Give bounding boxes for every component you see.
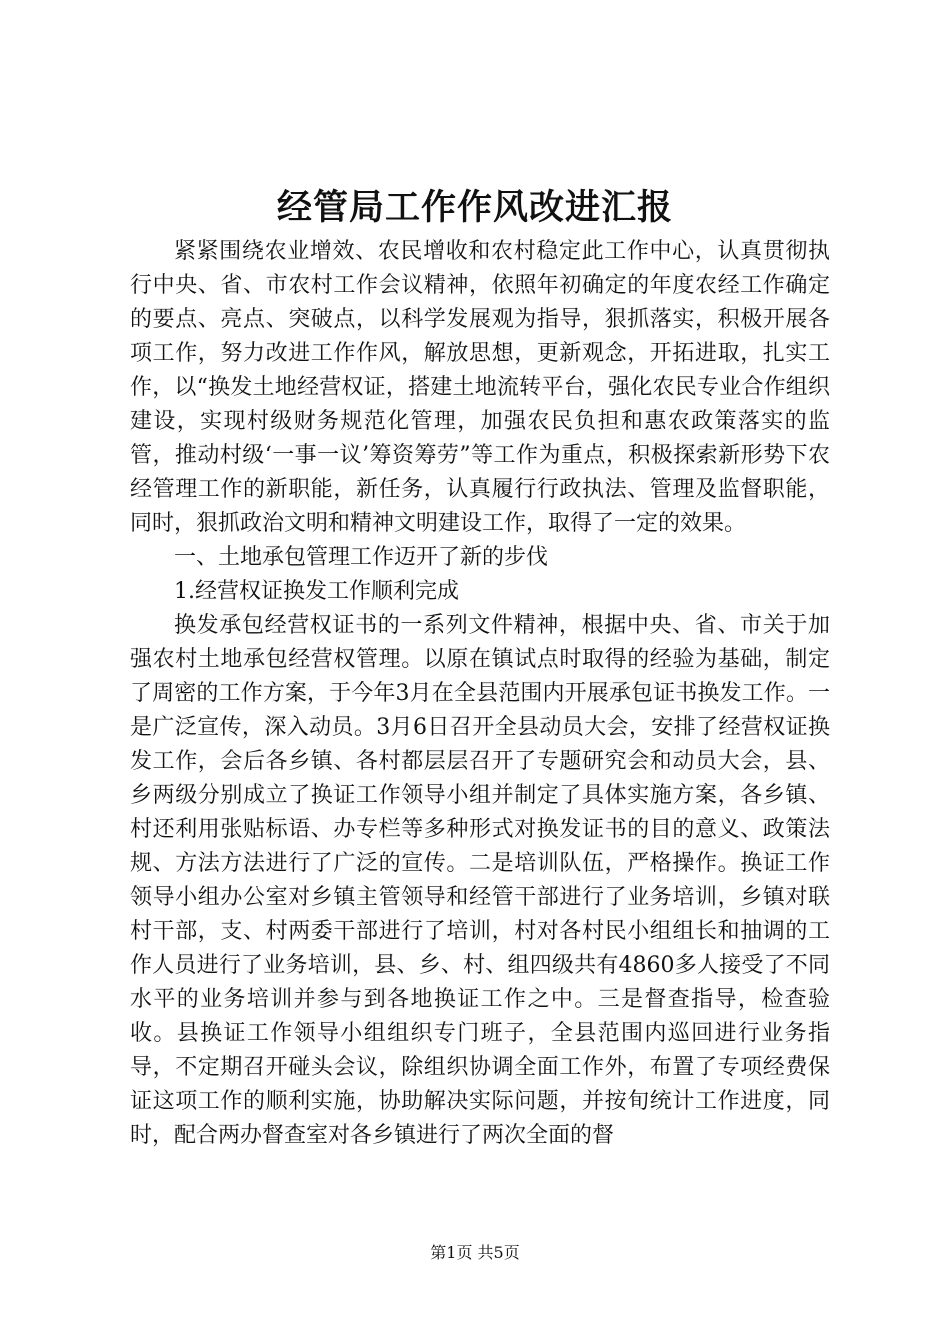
subsection-heading: 1.经营权证换发工作顺利完成 [174,579,459,604]
document-title: 经管局工作作风改进汇报 [276,187,673,228]
section-heading: 一、土地承包管理工作迈开了新的步伐 [174,545,549,570]
paragraph-detail: 换发承包经营权证书的一系列文件精神，根据中央、省、市关于加强农村土地承包经营权管理。以原在镇试点时取得的经验为基础，制定了周密的工作方案，于今年3月在全县范围内开展承包证书换发工作。一是广泛宣传，深入动员。3月6日召开全县动员大会，安排了经营权证换发工作，会后各乡镇、各村都层层召开了专题研究会和动员大会，县、乡两级分别成立了换证工作领导小组并制定了具体实施方案，各乡镇、村还利用张贴标语、办专栏等多种形式对换发证书的目的意义、政策法规、方法方法进行了广泛的宣传。二是培训队伍，严格操作。换证工作领导小组办公室对乡镇主管领导和经管干部进行了业务培训，乡镇对联村干部，支、村两委干部进行了培训，村对各村民小组组长和抽调的工作人员进行了业务培训，县、乡、村、组四级共有4860多人接受了不同水平的业务培训并参与到各地换证工作之中。三是督查指导，检查验收。县换证工作领导小组组织专门班子，全县范围内巡回进行业务指导，不定期召开碰头会议，除组织协调全面工作外，布置了专项经费保证这项工作的顺利实施，协助解决实际问题，并按旬统计工作进度，同时，配合两办督查室对各乡镇进行了两次全面的督 [130,613,830,1148]
paragraph-intro: 紧紧围绕农业增效、农民增收和农村稳定此工作中心，认真贯彻执行中央、省、市农村工作会议精神，依照年初确定的年度农经工作确定的要点、亮点、突破点，以科学发展观为指导，狠抓落实，积极开展各项工作，努力改进工作作风，解放思想，更新观念，开拓进取，扎实工作，以“换发土地经营权证，搭建土地流转平台，强化农民专业合作组织建设，实现村级财务规范化管理，加强农民负担和惠农政策落实的监管，推动村级‘一事一议’筹资筹劳”等工作为重点，积极探索新形势下农经管理工作的新职能，新任务，认真履行行政执法、管理及监督职能，同时，狠抓政治文明和精神文明建设工作，取得了一定的效果。 [130,239,830,536]
document-body [130,235,830,1153]
page-footer: 第1页 共5页 [430,1243,520,1262]
